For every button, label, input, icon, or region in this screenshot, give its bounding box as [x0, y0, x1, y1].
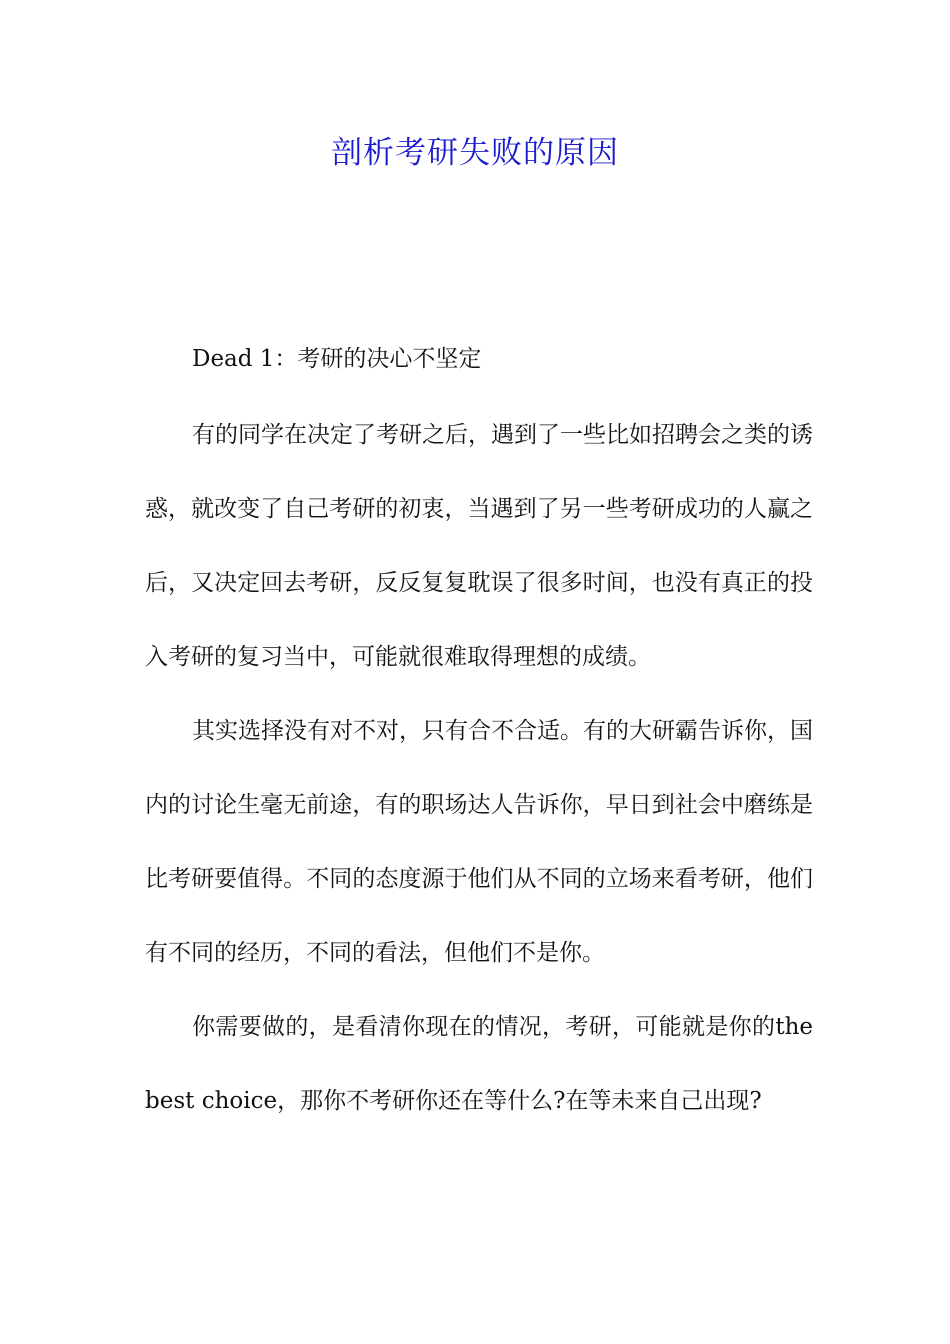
- paragraph-3: 你需要做的，是看清你现在的情况，考研，可能就是你的the best choice，那你不考研你还在等什么?在等未来自己出现?: [145, 1014, 813, 1114]
- section-heading: Dead 1：考研的决心不坚定: [192, 346, 482, 372]
- paragraph-1: 有的同学在决定了考研之后，遇到了一些比如招聘会之类的诱惑，就改变了自己考研的初衷，当遇到了另一些考研成功的人赢之后，又决定回去考研，反反复复耽误了很多时间，也没有真正的投入考研的复习当中，可能就很难取得理想的成绩。: [145, 422, 813, 670]
- document-title: 剖析考研失败的原因: [331, 135, 619, 171]
- paragraph-2: 其实选择没有对不对，只有合不合适。有的大研霸告诉你，国内的讨论生毫无前途，有的职场达人告诉你，早日到社会中磨练是比考研要值得。不同的态度源于他们从不同的立场来看考研，他们有不同的经历，不同的看法，但他们不是你。: [145, 718, 813, 966]
- document-body: [145, 398, 813, 1138]
